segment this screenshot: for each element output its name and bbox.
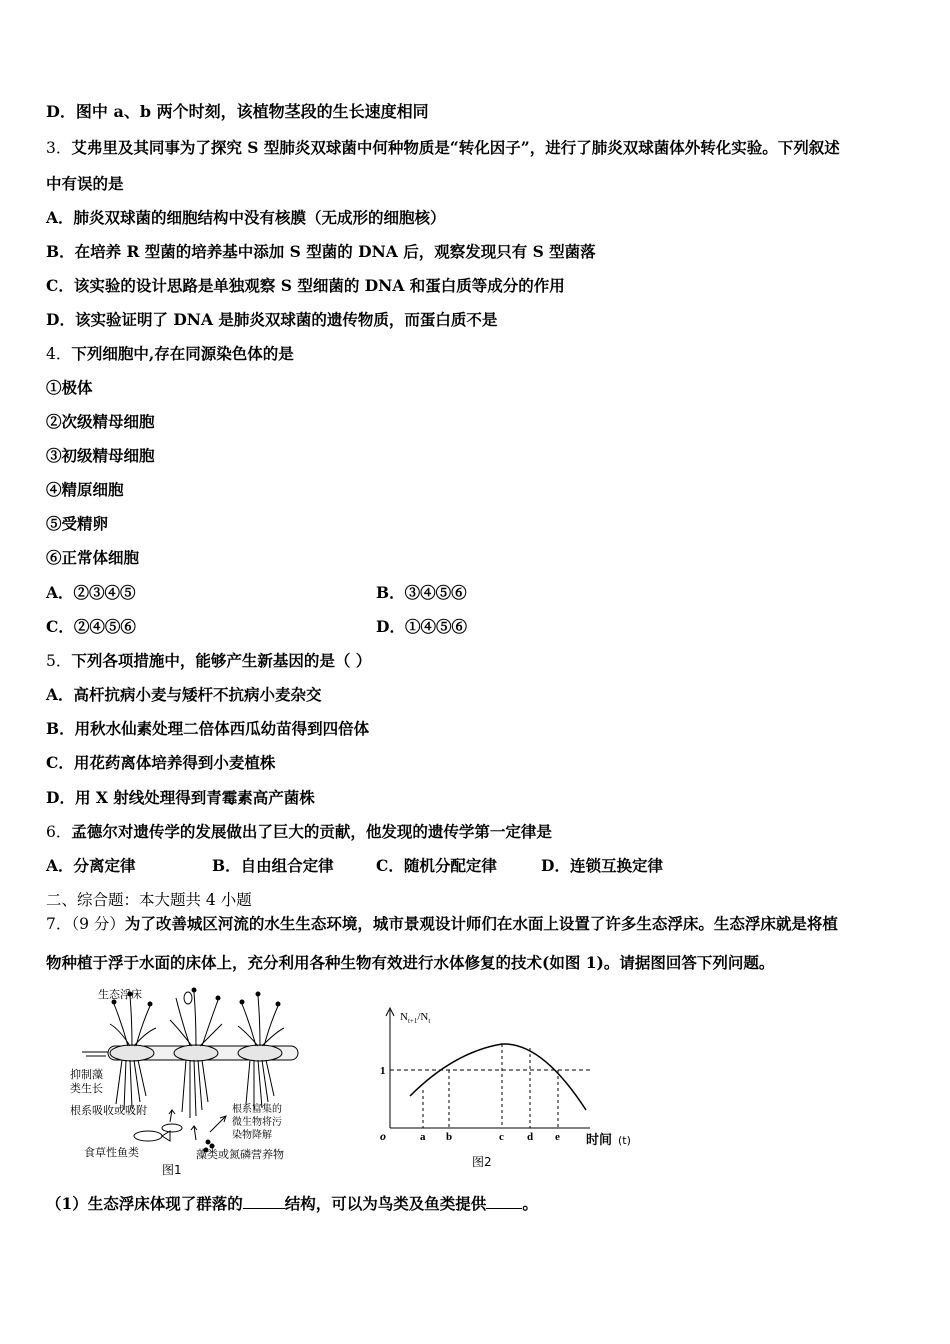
- x-tick-d: d: [527, 1131, 534, 1143]
- plant-right: [238, 992, 284, 1046]
- q3-option-b: B．在培养 R 型菌的培养基中添加 S 型菌的 DNA 后，观察发现只有 S 型菌落: [46, 242, 596, 261]
- x-tick-a: a: [420, 1131, 426, 1143]
- label-inhibit-line1: 抑制藻: [70, 1068, 103, 1081]
- q5-stem: [46, 651, 371, 671]
- label-float-bed: 生态浮床: [98, 988, 142, 1001]
- y-tick-1: 1: [380, 1065, 386, 1077]
- q6-option-b: B．自由组合定律: [212, 856, 334, 875]
- label-inhibit-line2: 类生长: [70, 1082, 103, 1095]
- x-axis-unit: (t): [618, 1134, 631, 1147]
- label-herbivore-fish: 食草性鱼类: [84, 1146, 139, 1159]
- q5-stem-text: 下列各项措施中，能够产生新基因的是（ ）: [71, 651, 372, 670]
- q4-number: 4．: [46, 345, 72, 363]
- label-microbe-line3: 染物降解: [232, 1130, 272, 1141]
- y-label-mid: /N: [417, 1011, 429, 1023]
- y-label-n: N: [400, 1011, 408, 1023]
- q4-option-a: A．②③④⑤: [46, 583, 136, 602]
- figure-2-caption: 图2: [472, 1155, 492, 1169]
- q4-option-d: D．①④⑤⑥: [376, 617, 467, 636]
- float-bed-segment: [110, 1045, 154, 1061]
- q7-score: （9 分）: [71, 915, 125, 933]
- q4-item-5: ⑤受精卵: [46, 514, 109, 533]
- figure-1-caption: 图1: [162, 1163, 182, 1177]
- q6-stem-text: 孟德尔对遗传学的发展做出了巨大的贡献，他发现的遗传学第一定律是: [71, 822, 552, 841]
- q7-sub1-part1: （1）生态浮床体现了群落的: [46, 1194, 243, 1213]
- q6-option-c: C．随机分配定律: [376, 856, 497, 875]
- q4-item-1: ①极体: [46, 378, 93, 397]
- x-tick-b: b: [446, 1131, 453, 1143]
- q6-option-a: A．分离定律: [46, 856, 136, 875]
- y-label-sub1: t+1: [407, 1017, 418, 1025]
- answer-blank-2[interactable]: [486, 1194, 522, 1209]
- q3-option-d: D．该实验证明了 DNA 是肺炎双球菌的遗传物质，而蛋白质不是: [46, 310, 498, 329]
- growth-rate-curve: [410, 1044, 586, 1110]
- x-tick-e: e: [555, 1131, 560, 1143]
- q6-option-d: D．连锁互换定律: [541, 856, 663, 875]
- label-microbe-line1: 根系富集的: [232, 1104, 282, 1115]
- q7-stem-line1: [46, 914, 838, 934]
- q7-number: 7．: [46, 915, 72, 933]
- q7-subquestion-1: [46, 1194, 538, 1214]
- q4-stem: [46, 344, 294, 364]
- q4-option-c: C．②④⑤⑥: [46, 617, 136, 636]
- label-microbe-line2: 微生物将污: [232, 1117, 282, 1128]
- section-2-heading: 二、综合题：本大题共 4 小题: [46, 891, 252, 909]
- q7-sub1-part3: 。: [522, 1194, 538, 1213]
- y-label-sub2: t: [428, 1017, 431, 1025]
- q2-option-d: D．图中 a、b 两个时刻，该植物茎段的生长速度相同: [46, 102, 429, 121]
- q7-stem-text1: 为了改善城区河流的水生生态环境，城市景观设计师们在水面上设置了许多生态浮床。生态浮床就是将植: [124, 914, 838, 933]
- plant-middle: [170, 988, 222, 1046]
- q3-stem-line2: 中有误的是: [46, 174, 124, 193]
- q3-number: 3．: [46, 139, 72, 157]
- q4-item-2: ②次级精母细胞: [46, 412, 155, 431]
- q6-number: 6．: [46, 823, 72, 841]
- figure-2-population-graph: [376, 1004, 648, 1174]
- q4-item-4: ④精原细胞: [46, 480, 124, 499]
- answer-blank-1[interactable]: [243, 1194, 285, 1209]
- q5-option-d: D．用 X 射线处理得到青霉素高产菌株: [46, 788, 315, 807]
- q7-stem-line2: 物种植于浮于水面的床体上，充分利用各种生物有效进行水体修复的技术(如图 1)。请据图回答下列问题。: [46, 953, 775, 972]
- x-axis-label: 时间: [586, 1133, 613, 1148]
- q3-stem-text1: 艾弗里及其同事为了探究 S 型肺炎双球菌中何种物质是“转化因子”，进行了肺炎双球菌体外转化实验。下列叙述: [71, 138, 840, 157]
- q5-number: 5．: [46, 652, 72, 670]
- fish: [134, 1124, 182, 1141]
- q3-stem-line1: [46, 138, 840, 158]
- label-root-absorb: 根系吸收或吸附: [70, 1104, 147, 1117]
- q5-option-b: B．用秋水仙素处理二倍体西瓜幼苗得到四倍体: [46, 719, 370, 738]
- q3-option-a: A．肺炎双球菌的细胞结构中没有核膜（无成形的细胞核）: [46, 208, 446, 227]
- float-bed-segment: [238, 1045, 282, 1061]
- q4-item-6: ⑥正常体细胞: [46, 548, 140, 567]
- origin-label: o: [380, 1129, 386, 1143]
- q6-stem: [46, 822, 552, 842]
- q5-option-c: C．用花药离体培养得到小麦植株: [46, 753, 276, 772]
- y-axis-label: [400, 1011, 430, 1025]
- q4-stem-text: 下列细胞中,存在同源染色体的是: [71, 344, 294, 363]
- figure-1-floating-bed: [70, 984, 310, 1180]
- float-bed-segment: [174, 1045, 218, 1061]
- q4-option-b: B．③④⑤⑥: [376, 583, 467, 602]
- q3-option-c: C．该实验的设计思路是单独观察 S 型细菌的 DNA 和蛋白质等成分的作用: [46, 276, 565, 295]
- q5-option-a: A．高杆抗病小麦与矮杆不抗病小麦杂交: [46, 685, 322, 704]
- q7-sub1-part2: 结构，可以为鸟类及鱼类提供: [284, 1194, 487, 1213]
- x-tick-c: c: [499, 1131, 504, 1143]
- label-nutrients: 藻类或氮磷营养物: [196, 1148, 284, 1161]
- q4-item-3: ③初级精母细胞: [46, 446, 155, 465]
